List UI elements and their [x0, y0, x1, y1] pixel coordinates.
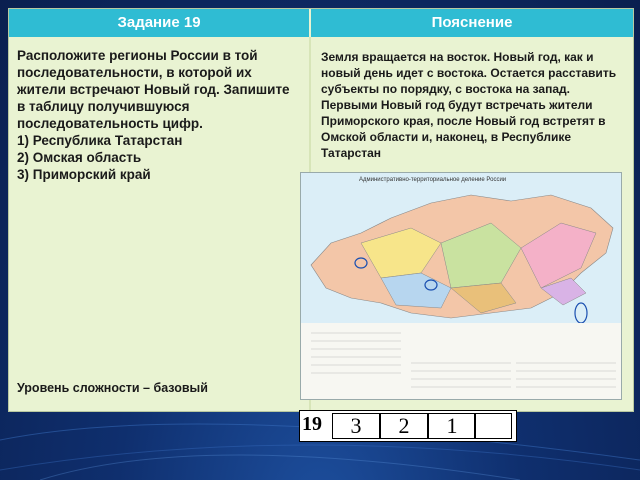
map-illustration: [301, 173, 621, 399]
task-text: [17, 47, 299, 183]
answer-cell-2[interactable]: 2: [380, 413, 428, 439]
answer-cell-4[interactable]: [474, 413, 512, 439]
answer-cell-3[interactable]: 1: [428, 413, 476, 439]
option-3: 3) Приморский край: [17, 167, 151, 182]
task-header: Задание 19: [9, 9, 309, 37]
explanation-text: Земля вращается на восток. Новый год, как и новый день идет с востока. Остается расставить субъекты по порядку, с востока на запад. Первыми Новый год будут встречать жители Приморского края, после Новый год встретят в Омской области и, наконец, в Республике Татарстан: [321, 50, 617, 160]
answer-cell-1[interactable]: 3: [332, 413, 380, 439]
answer-number: 19: [302, 413, 322, 435]
option-2: 2) Омская область: [17, 150, 142, 165]
task-question: Расположите регионы России в той последовательности, в которой их жители встречают Новый год. Запишите в таблицу получившуюся последовательность цифр.: [17, 48, 290, 131]
answer-table: [299, 410, 517, 442]
map-title: Административно-территориальное деление России: [359, 177, 507, 183]
option-1: 1) Республика Татарстан: [17, 133, 183, 148]
russia-map-image: [300, 172, 622, 400]
explanation-header: Пояснение: [311, 9, 633, 37]
difficulty-level: Уровень сложности – базовый: [17, 381, 208, 395]
